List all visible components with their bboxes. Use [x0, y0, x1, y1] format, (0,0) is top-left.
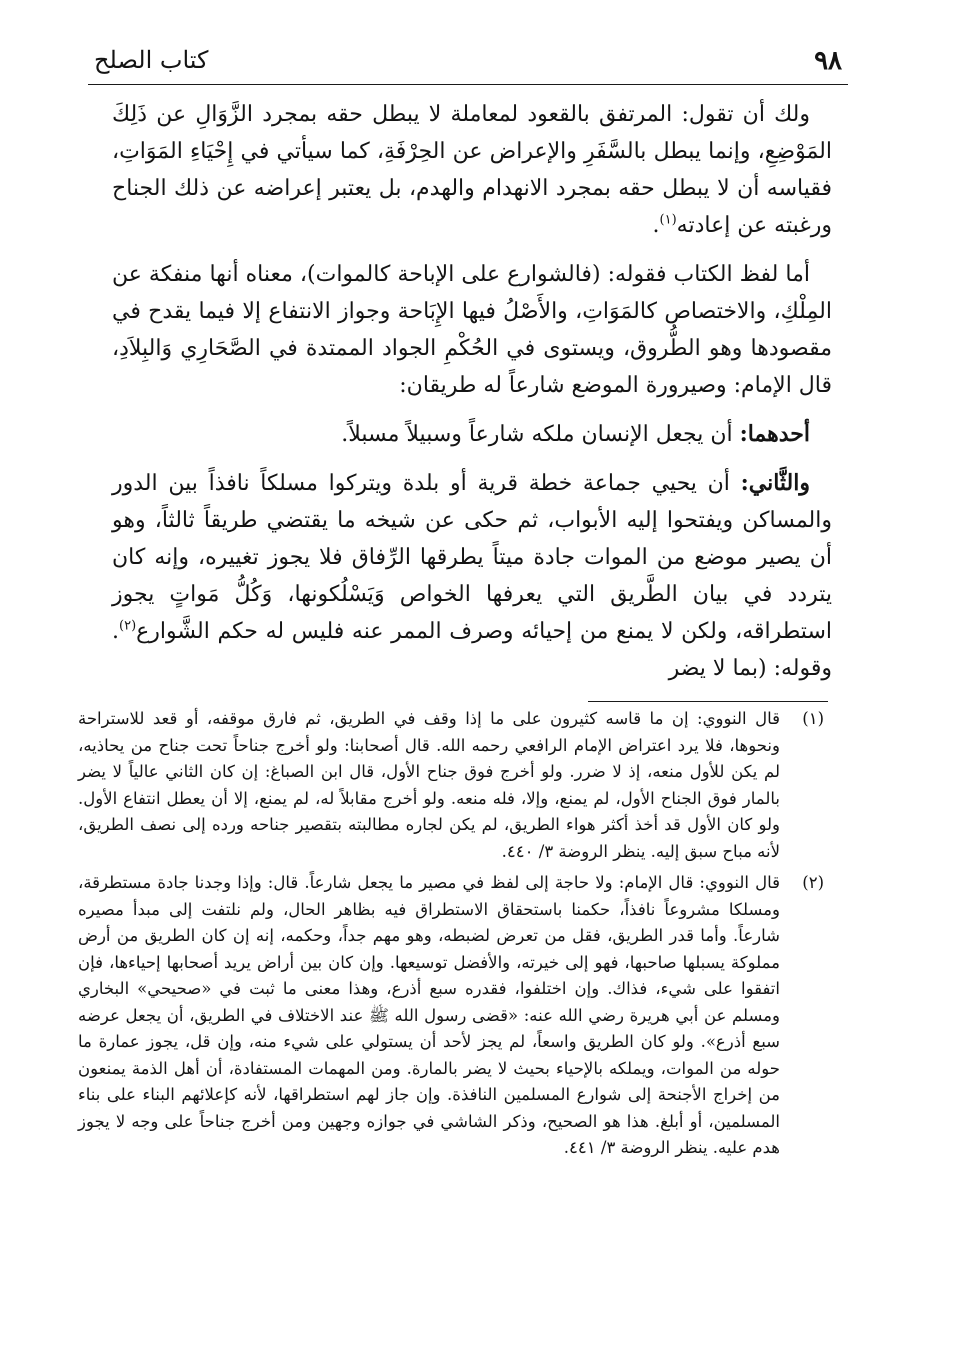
paragraph-1 — [112, 96, 832, 244]
main-text — [112, 96, 832, 699]
paragraph-4-text: أن يحيي جماعة خطة قرية أو بلدة ويتركوا مسلكاً نافذاً بين الدور والمساكن ويفتحوا إليه الأبواب، ثم حكى عن شيخه ما يقتضي طريقاً ثالثاً، وهو أن يصير موضع من الموات جادة ميتاً يطرقها الرِّفاق فلا يجوز تغييره، وإنه كان يتردد في بيان الطَّريق التي يعرفها الخواص وَيَسْلُكونها، وَكُلُّ مَواتٍ يجوز استطراقه، ولكن لا يمنع من إحيائه وصرف الممر عنه فليس له حكم الشَّوارع — [112, 471, 832, 644]
paragraph-1-text: ولك أن تقول: المرتفق بالقعود لمعاملة لا يبطل حقه بمجرد الزَّوَالِ عن ذَلِكَ المَوْضِعِ، وإنما يبطل بالسَّفَرِ والإعراض عن الحِرْفَةِ، كما سيأتي في إِحْيَاءِ المَوَاتِ، فقياسه أن لا يبطل حقه بمجرد الانهدام والهدم، بل يعتبر إعراضه عن ذلك الجناح ورغبته عن إعادته — [112, 102, 832, 238]
paragraph-3 — [112, 416, 832, 453]
footnote-ref-1: (١) — [659, 212, 677, 228]
paragraph-3-lead: أحدهما: — [739, 421, 810, 447]
paragraph-4-lead: والثَّاني: — [740, 470, 810, 496]
running-title: كتاب الصلح — [94, 46, 209, 74]
footnotes — [78, 706, 824, 1167]
footnote — [78, 706, 824, 865]
footnote-ref-2: (٢) — [119, 618, 137, 634]
footnote-marker: (٢) — [802, 873, 824, 892]
paragraph-2: أما لفظ الكتاب فقوله: (فالشوارع على الإباحة كالموات)، معناه أنها منفكة عن المِلْكِ، والاختصاص كالمَوَاتِ، والأَصْلُ فيها الإِبَاحة وجواز الانتفاع إلا فيما يقدح في مقصودها وهو الطُّروق، ويستوى في الحُكْمِ الجواد الممتدة في الصَّحَارِي وَالبِلاَدِ، قال الإمام: وصيرورة الموضع شارعاً له طريقان: — [112, 262, 832, 398]
paragraph-4 — [112, 465, 832, 687]
footnote-text: قال النووي: قال الإمام: ولا حاجة إلى لفظ في مصير ما يجعل شارعاً. قال: وإذا وجدنا جادة مستطرقة، ومسلكا مشروعاً نافذاً، حكمنا باستحقاق الاستطراق فيه بظاهر الحال، ولم نلتفت إلى مبدأ مصيره شارعاً. وأما قدر الطريق، فقل من تعرض لضبطه، وهو مهم جداً، وحكمه، إنه إن كان الطريق من أرض مملوكة يسبلها صاحبها، فهو إلى خيرته، والأفضل توسيعها. وإن كان بين أراض يريد أصحابها إحياءها، فإن اتفقوا على شيء، فذاك. وإن اختلفوا، فقدره سبع أذرع، وهذا معنى ما ثبت في «صحيحي» البخاري ومسلم عن أبي هريرة رضي الله عنه: «قضى رسول الله ﷺ عند الاختلاف في الطريق، أن يجعل عرضه سبع أذرع». ولو كان الطريق واسعاً، لم يجز لأحد أن يستولي على شيء منه، وإن قل، يجوز عمارة ما حوله من الموات، ويملكه بالإحياء بحيث لا يضر بالمارة. ومن المهمات المستفادة، أن أهل الذمة يمنعون من إخراج الأجنحة إلى شوارع المسلمين النافذة. وإن جاز لهم استطراقها، لأنه كإعلائهم البناء على بناء المسلمين، أو أبلغ. هذا هو الصحيح، وذكر الشاشي في جوازه وجهين ومن أخرج جناحاً على وجه لا يجوز هدم عليه. ينظر الروضة ٣/ ٤٤١. — [78, 873, 780, 1157]
footnote-separator — [588, 701, 828, 702]
page-number: ٩٨ — [814, 46, 842, 76]
footnote — [78, 870, 824, 1162]
footnote-marker: (١) — [802, 709, 824, 728]
paragraph-3-text: أن يجعل الإنسان ملكه شارعاً وسبيلاً مسبلاً. — [341, 422, 740, 447]
page-header — [88, 40, 848, 85]
footnote-text: قال النووي: إن ما قاسه كثيرون على ما إذا وقف في الطريق، ثم فارق موقفه، أو قعد للاستراحة ونحوها، فلا يرد اعتراض الإمام الرافعي رحمه الله. قال أصحابنا: ولو أخرج جناحاً تحت جناح من يحاذيه، لم يكن للأول منعه، إذ لا ضرر. ولو أخرج فوق جناح الأول، قال ابن الصباغ: إن كان الثاني عالياً لا يضر بالمار فوق الجناح الأول، لم يمنع، وإلا، فله منعه. ولو أخرج مقابلاً له، لم يمنع، إلا أن يعطل انتفاع الأول. ولو كان الأول قد أخذ أكثر هواء الطريق، لم يكن لجاره مطالبته بتقصير جناحه ورده إلى نصف الطريق، لأنه مباح سبق إليه. ينظر الروضة ٣/ ٤٤٠. — [78, 709, 780, 861]
paragraph-4-end: . وقوله: (بما لا يضر — [112, 619, 832, 681]
paragraph-1-end: . — [652, 213, 660, 238]
